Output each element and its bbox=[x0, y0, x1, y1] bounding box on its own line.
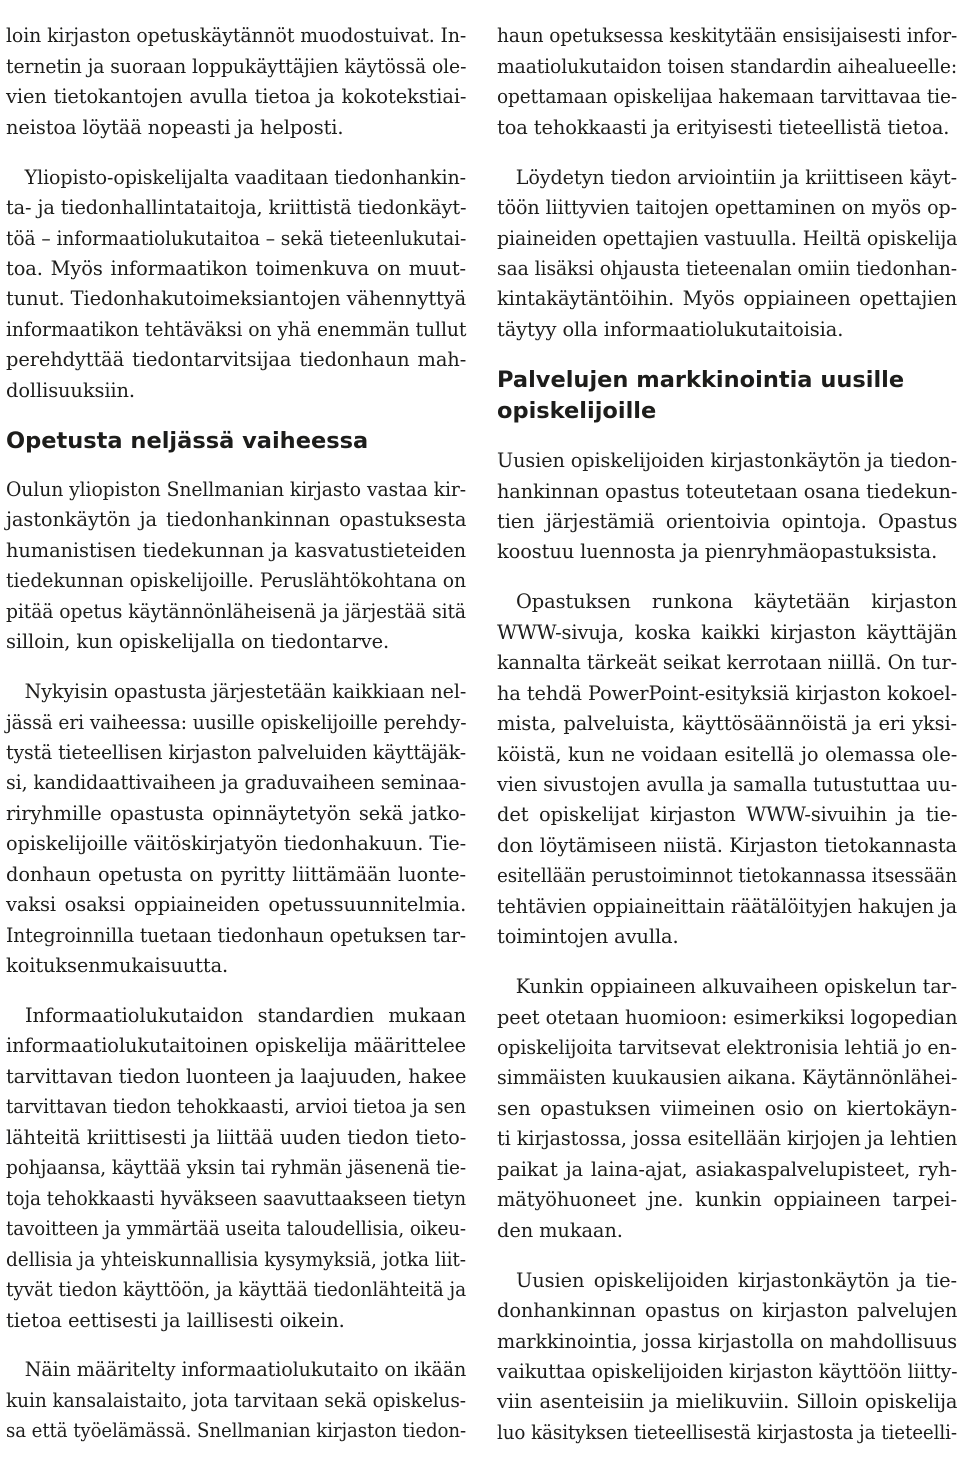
text-line: WWW-sivuja, koska kaikki kirjaston käyttäjän bbox=[497, 620, 957, 644]
text-line: jässä eri vaiheessa: uusille opiskelijoille perehdy- bbox=[6, 710, 467, 734]
text-line: jastonkäytön ja tiedonhankinnan opastuksesta bbox=[6, 508, 467, 532]
text-line: ha tehdä PowerPoint-esityksiä kirjaston kokoel- bbox=[497, 681, 958, 705]
text-line: Uusien opiskelijoiden kirjastonkäytön ja tie- bbox=[516, 1268, 957, 1292]
text-line: haun opetuksessa keskitytään ensisijaisesti infor- bbox=[497, 24, 958, 48]
text-line: humanistisen tiedekunnan ja kasvatustieteiden bbox=[6, 538, 466, 562]
text-line: vaikuttaa opiskelijoiden kirjaston käyttöön liitty- bbox=[497, 1359, 958, 1383]
text-line: töön liittyvien taitojen opettaminen on myös op- bbox=[497, 196, 957, 220]
text-line: dollisuuksiin. bbox=[6, 378, 135, 402]
paragraph-snellmania-library bbox=[6, 475, 466, 658]
text-line: luo käsityksen tieteellisestä kirjastosta ja tieteelli- bbox=[497, 1420, 957, 1444]
text-line: Uusien opiskelijoiden kirjastonkäytön ja tiedon- bbox=[497, 449, 958, 473]
text-line: mätyöhuoneet jne. kunkin oppiaineen tarpei- bbox=[497, 1188, 957, 1212]
text-line: sen opastuksen viimeinen osio on kiertokäyn- bbox=[497, 1096, 957, 1120]
text-line: Löydetyn tiedon arviointiin ja kriittiseen käyt- bbox=[515, 165, 957, 189]
paragraph-continued-opening bbox=[6, 21, 466, 143]
text-line: tyvät tiedon käyttöön, ja käyttää tiedonlähteitä ja bbox=[6, 1278, 467, 1302]
text-line: Informaatiolukutaidon standardien mukaan bbox=[25, 1004, 466, 1028]
paragraph-orientation bbox=[497, 446, 957, 568]
paragraph-skills-requirements bbox=[6, 163, 466, 407]
right-column bbox=[497, 2, 957, 1468]
text-line: kannalta tärkeät seikat kerrotaan niillä. On tur- bbox=[497, 651, 958, 675]
text-line: täytyy olla informaatiolukutaitoisia. bbox=[497, 317, 844, 341]
text-line: töä – informaatiolukutaitoa – sekä tieteenlukutai- bbox=[6, 226, 467, 250]
text-line: viin asenteisiin ja mielikuviin. Silloin opiskelija bbox=[497, 1390, 958, 1414]
text-line: tarvittavan tiedon luonteen ja laajuuden, hakee bbox=[6, 1064, 467, 1088]
text-line: vien tietokantojen avulla tietoa ja kokotekstiai- bbox=[6, 85, 467, 109]
text-line: dellisia ja yhteiskunnallisia kysymyksiä, jotka liit- bbox=[6, 1247, 466, 1271]
text-line: donhankinnan opastus on kirjaston palvelujen bbox=[497, 1299, 958, 1323]
heading-line-2: opiskelijoille bbox=[497, 397, 657, 424]
text-line: simmäisten kuukausien aikana. Käytännönlähei- bbox=[497, 1066, 958, 1090]
text-line: ti kirjastossa, jossa esitellään kirjojen ja lehtien bbox=[497, 1127, 958, 1151]
text-line: kintakäytäntöihin. Myös oppiaineen opettajien bbox=[497, 287, 957, 311]
text-line: kuin kansalaistaito, jota tarvitaan sekä opiskelus- bbox=[6, 1388, 466, 1412]
text-line: tavoitteen ja ymmärtää useita taloudellisia, oikeu- bbox=[6, 1217, 466, 1241]
paragraph-subject-needs bbox=[497, 972, 957, 1246]
text-line: Nykyisin opastusta järjestetään kaikkiaan nel- bbox=[24, 680, 467, 704]
text-line: peet otetaan huomioon: esimerkiksi logopedian bbox=[497, 1005, 958, 1029]
text-line: tystä tieteellisen kirjaston palveluiden käyttäjäk- bbox=[6, 741, 467, 765]
text-line: opettamaan opiskelijaa hakemaan tarvittavaa tie- bbox=[497, 85, 958, 109]
paragraph-civic-skill bbox=[6, 1355, 466, 1446]
text-line: Kunkin oppiaineen alkuvaiheen opiskelun tar- bbox=[515, 975, 957, 999]
text-line: piaineiden opettajien vastuulla. Heiltä opiskelija bbox=[497, 226, 958, 250]
text-line: Oulun yliopiston Snellmanian kirjasto vastaa kir- bbox=[6, 478, 466, 501]
paragraph-standards bbox=[6, 1001, 466, 1336]
heading-line-1: Palvelujen markkinointia uusille bbox=[497, 366, 905, 393]
text-line: paikat ja laina-ajat, asiakaspalvelupisteet, ryh- bbox=[497, 1157, 957, 1181]
paragraph-four-phases bbox=[6, 677, 466, 982]
paragraph-www-pages bbox=[497, 587, 957, 952]
text-line: den mukaan. bbox=[497, 1218, 623, 1242]
text-line: lähteitä kriittisesti ja liittää uuden tiedon tieto- bbox=[6, 1125, 467, 1149]
text-line: ternetin ja suoraan loppukäyttäjien käytössä ole- bbox=[6, 54, 467, 78]
text-line: köistä, kun ne voidaan esitellä jo olemassa ole- bbox=[497, 742, 958, 766]
text-line: tiedekunnan opiskelijoille. Peruslähtökohtana on bbox=[6, 569, 466, 593]
text-line: informaatikon tehtäväksi on yhä enemmän tullut bbox=[6, 317, 467, 341]
text-line: tietoa eettisesti ja laillisesti oikein. bbox=[6, 1308, 345, 1332]
text-line: toa tehokkaasti ja erityisesti tieteellistä tietoa. bbox=[497, 115, 950, 139]
text-line: pohjaansa, käyttää yksin tai ryhmän jäsenenä tie- bbox=[6, 1156, 467, 1180]
text-line: sa että työelämässä. Snellmanian kirjaston tiedon- bbox=[6, 1419, 467, 1443]
text-line: toimintojen avulla. bbox=[497, 925, 679, 949]
text-line: tunut. Tiedonhakutoimeksiantojen vähennyttyä bbox=[6, 287, 467, 311]
paragraph-evaluation-teachers bbox=[497, 163, 957, 346]
text-line: riryhmille opastusta opinnäytetyön sekä jatko- bbox=[6, 801, 466, 825]
text-line: koostuu luennosta ja pienryhmäopastuksista. bbox=[497, 540, 938, 564]
text-line: opiskelijoille väitöskirjatyön tiedonhakuun. Tie- bbox=[6, 832, 467, 856]
text-line: mista, palveluista, käyttösäännöistä ja eri yksi- bbox=[497, 712, 957, 736]
text-line: tehtävien oppiaineittain räätälöityjen hakujen ja bbox=[497, 894, 957, 918]
text-line: pitää opetus käytännönläheisenä ja järjestää sitä bbox=[6, 599, 467, 623]
text-line: silloin, kun opiskelijalla on tiedontarve. bbox=[6, 630, 390, 654]
section-heading-marketing bbox=[497, 365, 957, 427]
text-line: ta- ja tiedonhallintataitoja, kriittistä tiedonkäyt- bbox=[6, 196, 467, 220]
text-line: maatiolukutaidon toisen standardin aihealueelle: bbox=[497, 54, 958, 78]
text-line: informaatiolukutaitoinen opiskelija määrittelee bbox=[6, 1034, 466, 1058]
text-line: koituksenmukaisuutta. bbox=[6, 954, 229, 978]
text-line: neistoa löytää nopeasti ja helposti. bbox=[6, 115, 344, 139]
text-line: vaksi osaksi oppiaineiden opetussuunnitelmia. bbox=[6, 893, 467, 917]
text-line: Integroinnilla tuetaan tiedonhaun opetuksen tar- bbox=[6, 923, 467, 947]
text-line: hankinnan opastus toteutetaan osana tiedekun- bbox=[497, 479, 958, 503]
text-line: Yliopisto-opiskelijalta vaaditaan tiedonhankin- bbox=[24, 165, 466, 189]
left-column bbox=[6, 2, 466, 1466]
text-line: si, kandidaattivaiheen ja graduvaiheen seminaa- bbox=[6, 771, 467, 795]
text-line: tien järjestämiä orientoivia opintoja. Opastus bbox=[497, 510, 958, 533]
text-line: vien sivustojen avulla ja samalla tutustuttaa uu- bbox=[497, 773, 958, 797]
text-line: toa. Myös informaatikon toimenkuva on muut- bbox=[6, 256, 467, 280]
text-line: donhaun opetusta on pyritty liittämään luonte- bbox=[6, 862, 466, 886]
text-line: opiskelijoita tarvitsevat elektronisia lehtiä jo en- bbox=[497, 1036, 957, 1060]
text-line: markkinointia, jossa kirjastolla on mahdollisuus bbox=[497, 1329, 957, 1353]
paragraph-second-standard bbox=[497, 21, 957, 143]
paragraph-library-marketing bbox=[497, 1266, 957, 1449]
text-line: Opastuksen runkona käytetään kirjaston bbox=[516, 590, 957, 614]
text-line: don löytämiseen niistä. Kirjaston tietokannasta bbox=[497, 833, 957, 857]
text-line: Näin määritelty informaatiolukutaito on ikään bbox=[24, 1358, 467, 1382]
text-line: det opiskelijat kirjaston WWW-sivuihin ja tie- bbox=[497, 803, 958, 827]
text-line: esitellään perustoiminnot tietokannassa itsessään bbox=[497, 864, 957, 888]
text-line: loin kirjaston opetuskäytännöt muodostuivat. In- bbox=[6, 24, 467, 48]
text-line: tarvittavan tiedon tehokkaasti, arvioi tietoa ja sen bbox=[6, 1095, 466, 1119]
text-line: toja tehokkaasti hyväkseen saavuttaakseen tietyn bbox=[6, 1186, 467, 1210]
section-heading-four-phases: Opetusta neljässä vaiheessa bbox=[6, 427, 369, 454]
text-line: perehdyttää tiedontarvitsijaa tiedonhaun mah- bbox=[6, 348, 467, 372]
text-line: saa lisäksi ohjausta tieteenalan omiin tiedonhan- bbox=[497, 256, 957, 280]
